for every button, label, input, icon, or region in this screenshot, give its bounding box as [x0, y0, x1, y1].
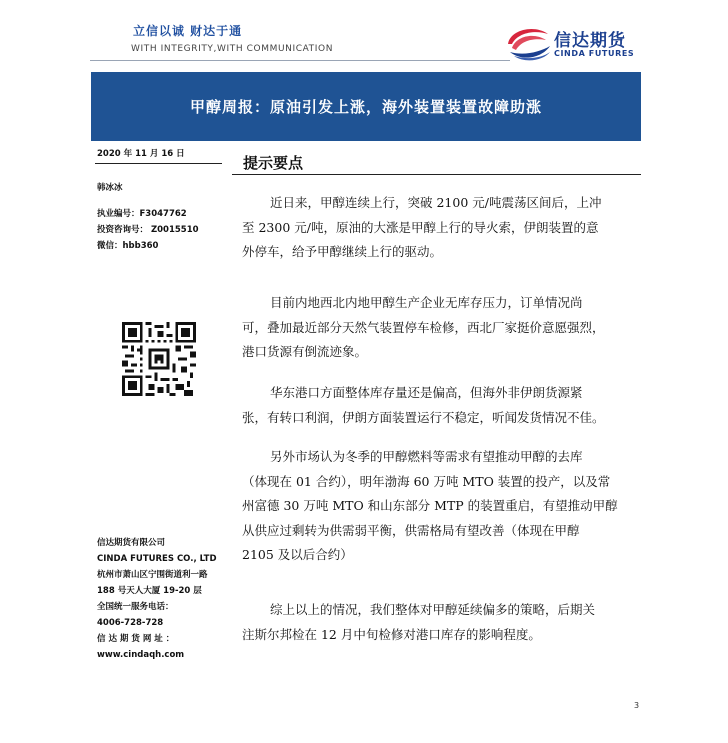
author-name: 韩冰冰: [97, 183, 123, 193]
paragraph-line: 近日来，甲醇连续上行，突破 2100 元/吨震荡区间后，上冲: [270, 195, 602, 210]
paragraph-line: （体现在 01 合约），明年渤海 60 万吨 MTO 装置的投产，以及常: [242, 473, 611, 489]
paragraph-line: 华东港口方面整体库存量还是偏高，但海外非伊朗货源紧: [270, 385, 583, 400]
section-title: 提示要点: [243, 154, 304, 172]
paragraph-line: 至 2300 元/吨，原油的大涨是甲醇上行的导火索，伊朗装置的意: [242, 219, 599, 235]
slogan-english: WITH INTEGRITY,WITH COMMUNICATION: [131, 44, 334, 54]
title-banner: [91, 72, 641, 141]
company-logo: [504, 22, 654, 64]
sidebar-divider: [95, 163, 222, 164]
header-divider: [90, 60, 510, 61]
page-header: [0, 0, 728, 70]
logo-text-chinese: 信达期货: [554, 31, 626, 51]
paragraph-line: 注斯尔邦检在 12 月中旬检修对港口库存的影响程度。: [242, 626, 541, 642]
address-line-2: 188 号天人大厦 19-20 层: [97, 586, 202, 596]
section-divider: [232, 174, 641, 175]
report-date: 2020 年 11 月 16 日: [97, 149, 185, 159]
paragraph-3: [242, 381, 642, 430]
paragraph-1: [242, 191, 642, 265]
address-line-1: 杭州市萧山区宁围街道利一路: [97, 570, 208, 580]
paragraph-line: 港口货源有倒流迹象。: [242, 344, 368, 359]
paragraph-line: 外停车，给予甲醇继续上行的驱动。: [242, 244, 443, 259]
license-number: 执业编号：F3047762: [97, 209, 187, 219]
paragraph-line: 2105 及以后合约）: [242, 547, 353, 562]
logo-text-english: CINDA FUTURES: [554, 49, 635, 58]
paragraph-line: 从供应过剩转为供需弱平衡，供需格局有望改善（体现在甲醇: [242, 522, 580, 538]
paragraph-line: 州富德 30 万吨 MTO 和山东部分 MTP 的装置重启，有望推动甲醇: [242, 498, 618, 513]
report-title: 甲醇周报：原油引发上涨，海外装置装置故障助涨: [189, 98, 542, 116]
company-name-cn: 信达期货有限公司: [97, 538, 166, 548]
wechat-id: 微信：hbb360: [97, 241, 159, 251]
paragraph-4: [242, 445, 642, 568]
paragraph-line: 张，有转口利润，伊朗方面装置运行不稳定，听闻发货情况不佳。: [242, 409, 605, 425]
company-name-en: CINDA FUTURES CO., LTD: [97, 554, 217, 564]
page-number: 3: [634, 701, 640, 710]
website-label: 信 达 期 货 网 址 ：: [97, 634, 175, 644]
paragraph-line: 另外市场认为冬季的甲醇燃料等需求有望推动甲醇的去库: [270, 449, 583, 464]
paragraph-line: 目前内地西北内地甲醇生产企业无库存压力，订单情况尚: [270, 295, 583, 310]
paragraph-2: [242, 291, 642, 365]
paragraph-5: [242, 598, 642, 647]
paragraph-line: 可，叠加最近部分天然气装置停车检修，西北厂家挺价意愿强烈，: [242, 319, 605, 335]
website-url: www.cindaqh.com: [97, 650, 185, 660]
hotline-number: 4006-728-728: [97, 618, 164, 628]
qr-code-icon: [122, 322, 196, 396]
consult-number: 投资咨询号： Z0015510: [97, 225, 199, 235]
cinda-swirl-logo-icon: [504, 22, 552, 64]
hotline-label: 全国统一服务电话：: [97, 602, 174, 612]
paragraph-line: 综上以上的情况，我们整体对甲醇延续偏多的策略，后期关: [270, 602, 596, 617]
slogan-chinese: 立信以诚 财达于通: [133, 24, 243, 38]
